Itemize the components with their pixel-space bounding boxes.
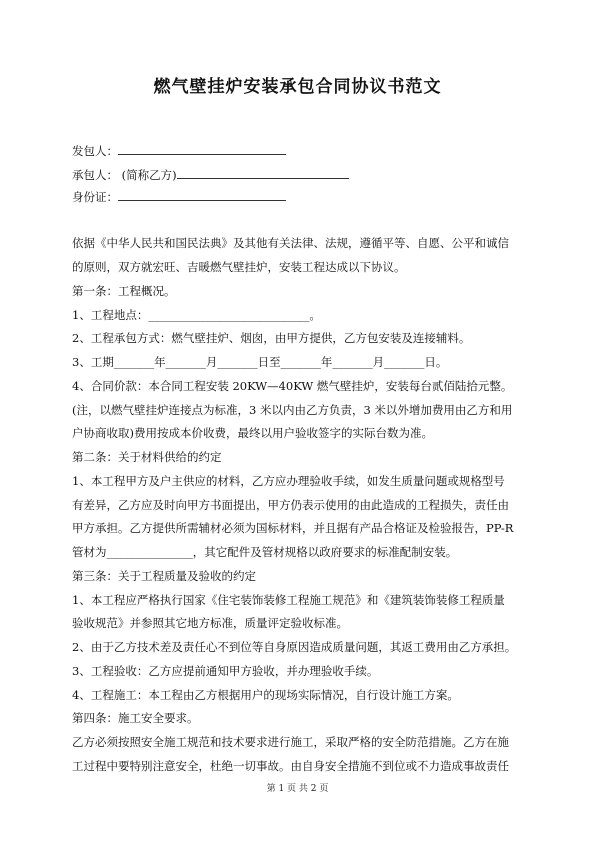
body-line: 验收规范》并参照其它地方标准，质量评定验收标准。 bbox=[72, 616, 348, 630]
body-line: 2、由于乙方技术差及责任心不到位等自身原因造成质量问题，其返工费用由乙方承担。 bbox=[72, 640, 517, 654]
party-a-blank[interactable] bbox=[118, 143, 286, 155]
id-card-blank[interactable] bbox=[118, 189, 286, 201]
document-title: 燃气壁挂炉安装承包合同协议书范文 bbox=[153, 77, 442, 97]
body-line: 的原则，双方就宏旺、吉暖燃气壁挂炉，安装工程达成以下协议。 bbox=[72, 260, 406, 274]
body-line: 2、工程承包方式：燃气壁挂炉、烟囱，由甲方提供，乙方包安装及连接辅料。 bbox=[72, 331, 471, 345]
body-line: 4、合同价款：本合同工程安装 20KW—40KW 燃气壁挂炉，安装每台贰佰陆拾元整。 bbox=[72, 379, 513, 393]
party-a-line bbox=[72, 143, 286, 159]
section-heading: 第二条：关于材料供给的约定 bbox=[72, 450, 222, 464]
body-line: (注，以燃气壁挂炉连接点为标准，3 米以内由乙方负责，3 米以外增加费用由乙方和用 bbox=[72, 403, 513, 417]
party-a-label: 发包人： bbox=[72, 144, 118, 158]
body-line: 1、本工程应严格执行国家《住宅装饰装修工程施工规范》和《建筑装饰装修工程质量 bbox=[72, 593, 505, 607]
body-line: 户协商收取)费用按成本价收费，最终以用户验收签字的实际台数为准。 bbox=[72, 426, 433, 440]
body-line: 乙方必须按照安全施工规范和技术要求进行施工，采取严格的安全防范措施。乙方在施 bbox=[72, 735, 509, 749]
body-line: 3、工程验收：乙方应提前通知甲方验收，并办理验收手续。 bbox=[72, 664, 379, 678]
body-line: 工过程中要特别注意安全，杜绝一切事故。由自身安全措施不到位或不力造成事故责任 bbox=[72, 759, 509, 773]
party-b-line bbox=[72, 167, 349, 183]
body-line: 管材为_______________，其它配件及管材规格以政府要求的标准配制安装。 bbox=[72, 545, 458, 559]
party-b-blank[interactable] bbox=[177, 167, 349, 179]
body-line: 3、工期_______年_______月_______日至_______年_______月_______日。 bbox=[72, 355, 448, 369]
section-heading: 第三条：关于工程质量及验收的约定 bbox=[72, 569, 256, 583]
body-line: 依据《中华人民共和国民法典》及其他有关法律、法规，遵循平等、自愿、公平和诚信 bbox=[72, 236, 509, 250]
id-card-line bbox=[72, 189, 286, 205]
body-line: 1、工程地点：____________________________。 bbox=[72, 308, 321, 322]
section-heading: 第四条：施工安全要求。 bbox=[72, 711, 199, 725]
body-line: 4、工程施工：本工程由乙方根据用户的现场实际情况，自行设计施工方案。 bbox=[72, 688, 459, 702]
body-line: 有差异，乙方应及时向甲方书面提出，甲方仍表示使用的由此造成的工程损失，责任由 bbox=[72, 498, 509, 512]
body-line: 1、本工程甲方及户主供应的材料，乙方应办理验收手续，如发生质量问题或规格型号 bbox=[72, 474, 505, 488]
id-card-label: 身份证： bbox=[72, 190, 118, 204]
body-line: 甲方承担。乙方提供所需辅材必须为国标材料，并且据有产品合格证及检验报告，PP-R bbox=[72, 521, 514, 535]
section-heading: 第一条：工程概况。 bbox=[72, 284, 176, 298]
page-footer: 第 1 页 共 2 页 bbox=[266, 784, 329, 794]
party-b-label: 承包人： (简称乙方) bbox=[72, 168, 177, 182]
